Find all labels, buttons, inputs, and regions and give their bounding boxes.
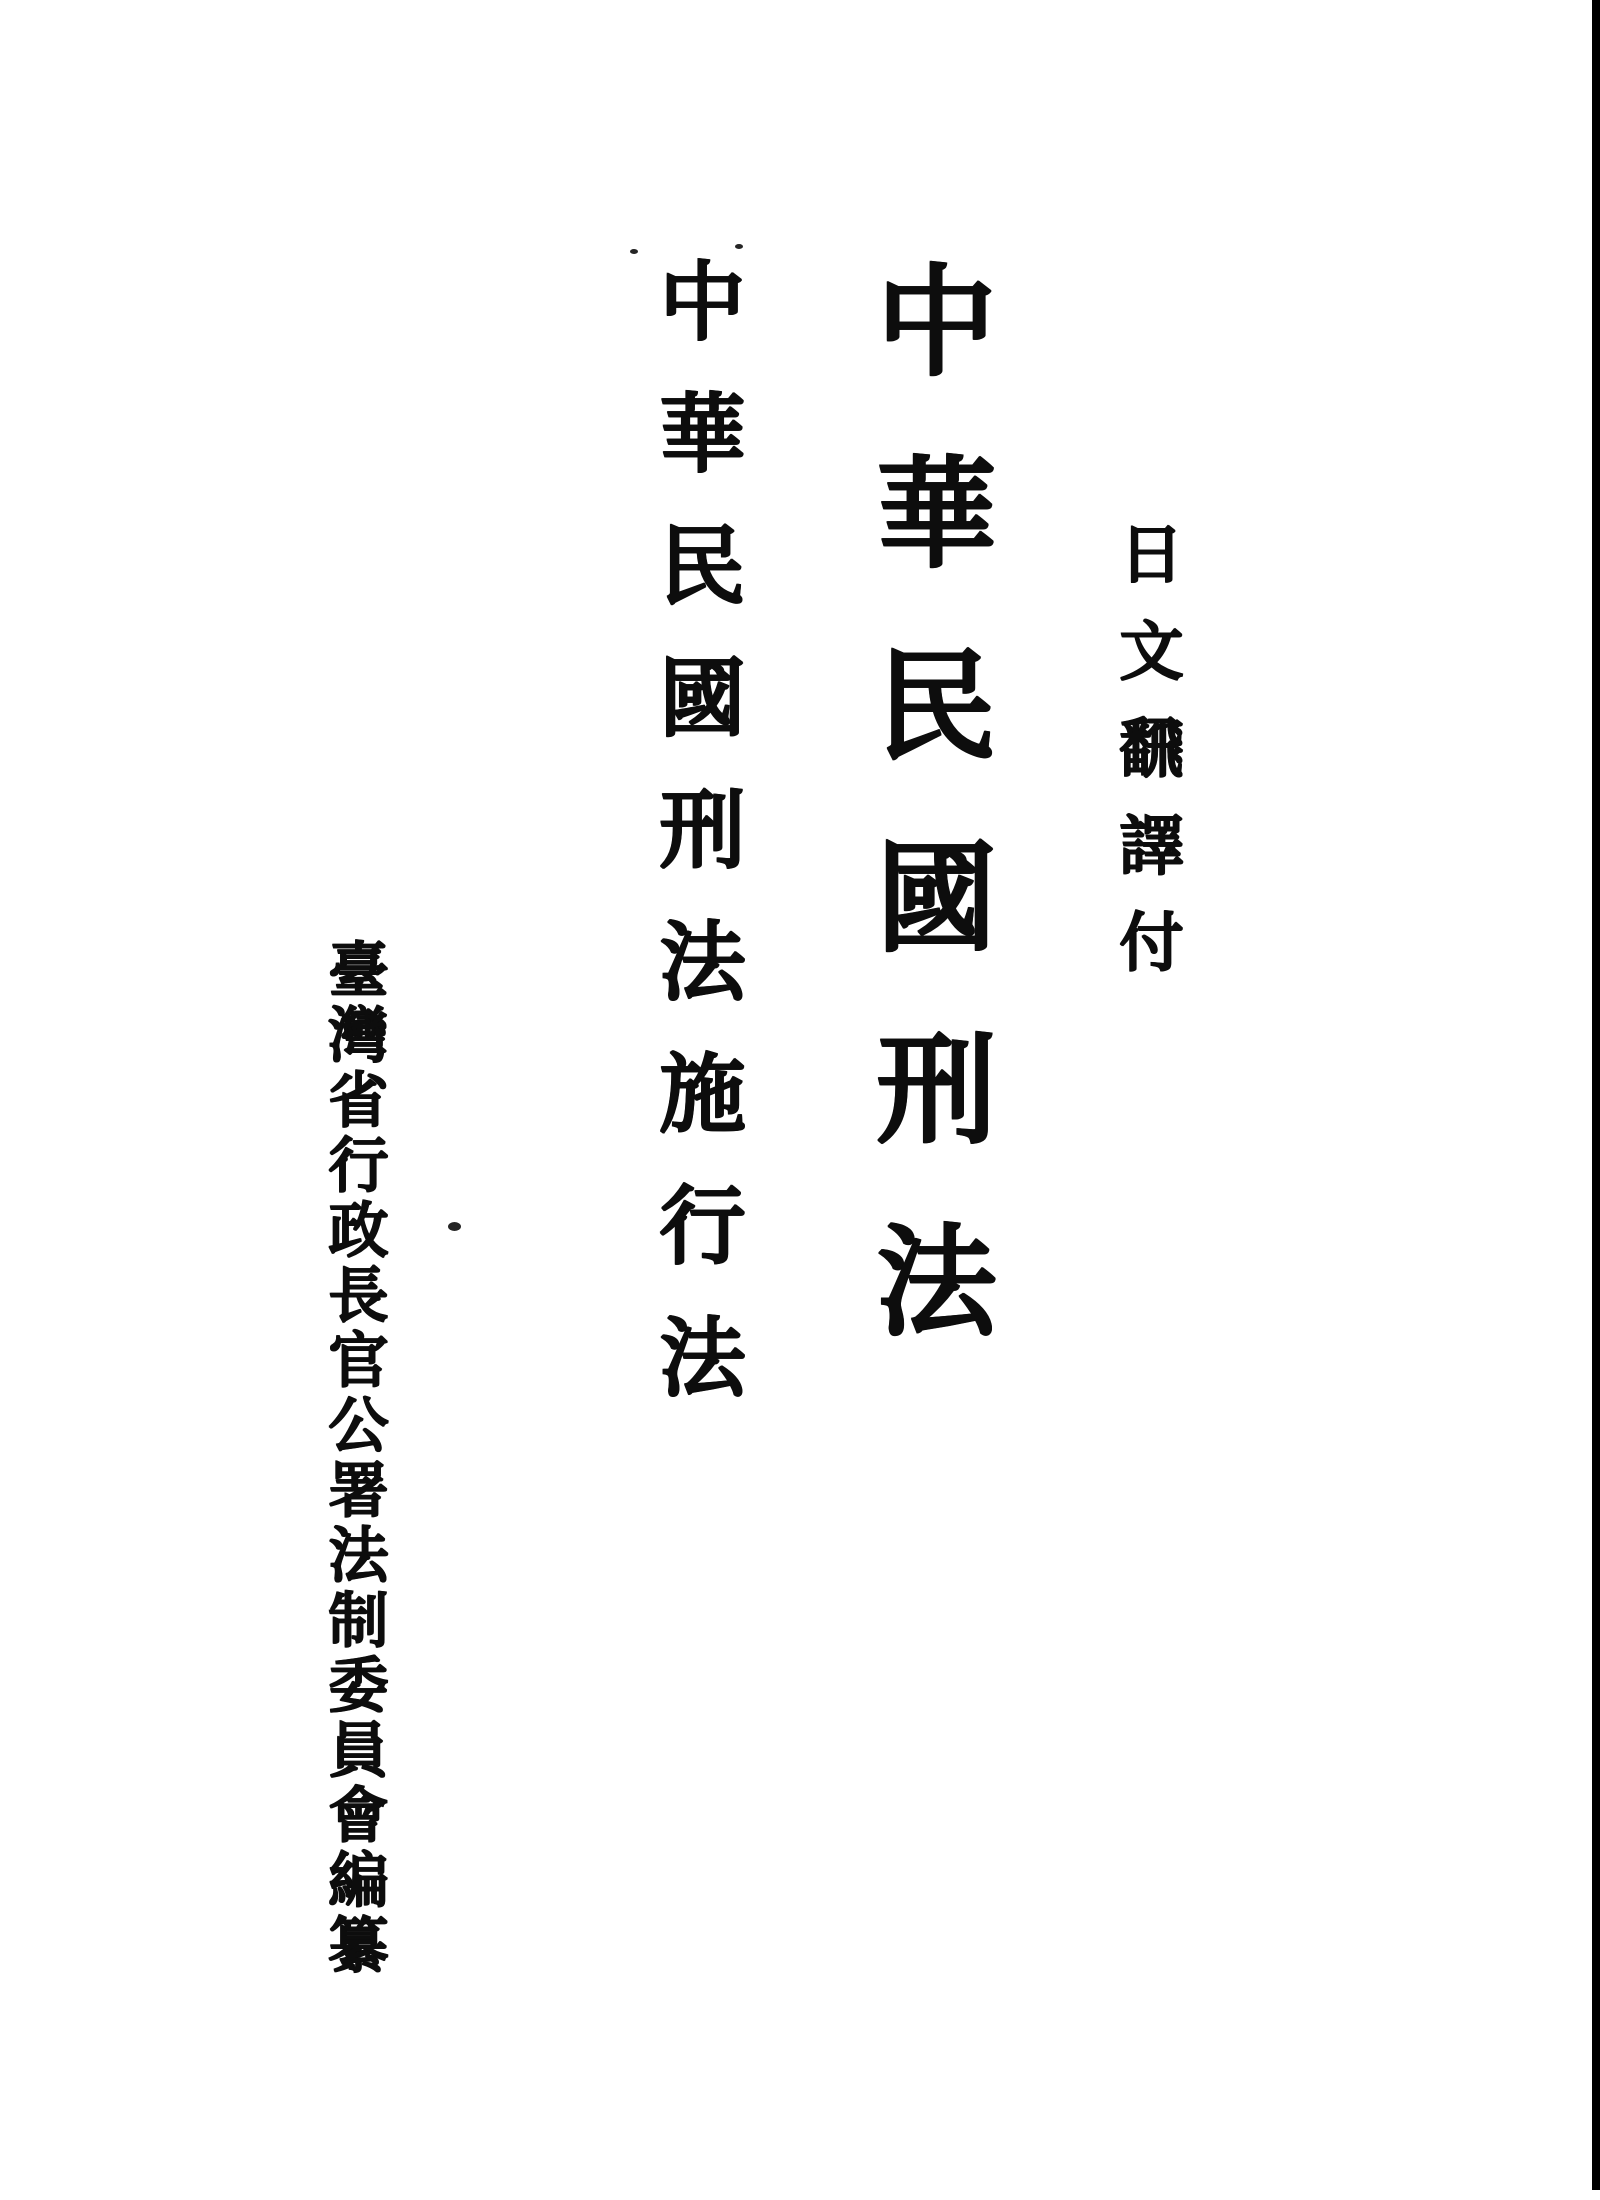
compiler-column: 臺灣省行政長官公署法制委員會編纂	[318, 938, 388, 1978]
ink-speck	[735, 244, 743, 249]
ink-speck	[448, 1222, 461, 1231]
main-title-column: 中華民國刑法	[856, 258, 997, 1410]
ink-speck	[630, 249, 638, 254]
secondary-title-column: 中華民國刑法施行法	[644, 256, 745, 1444]
scan-edge-strip	[1592, 0, 1600, 2190]
translation-note-column: 日文飜譯付	[1108, 520, 1183, 1005]
